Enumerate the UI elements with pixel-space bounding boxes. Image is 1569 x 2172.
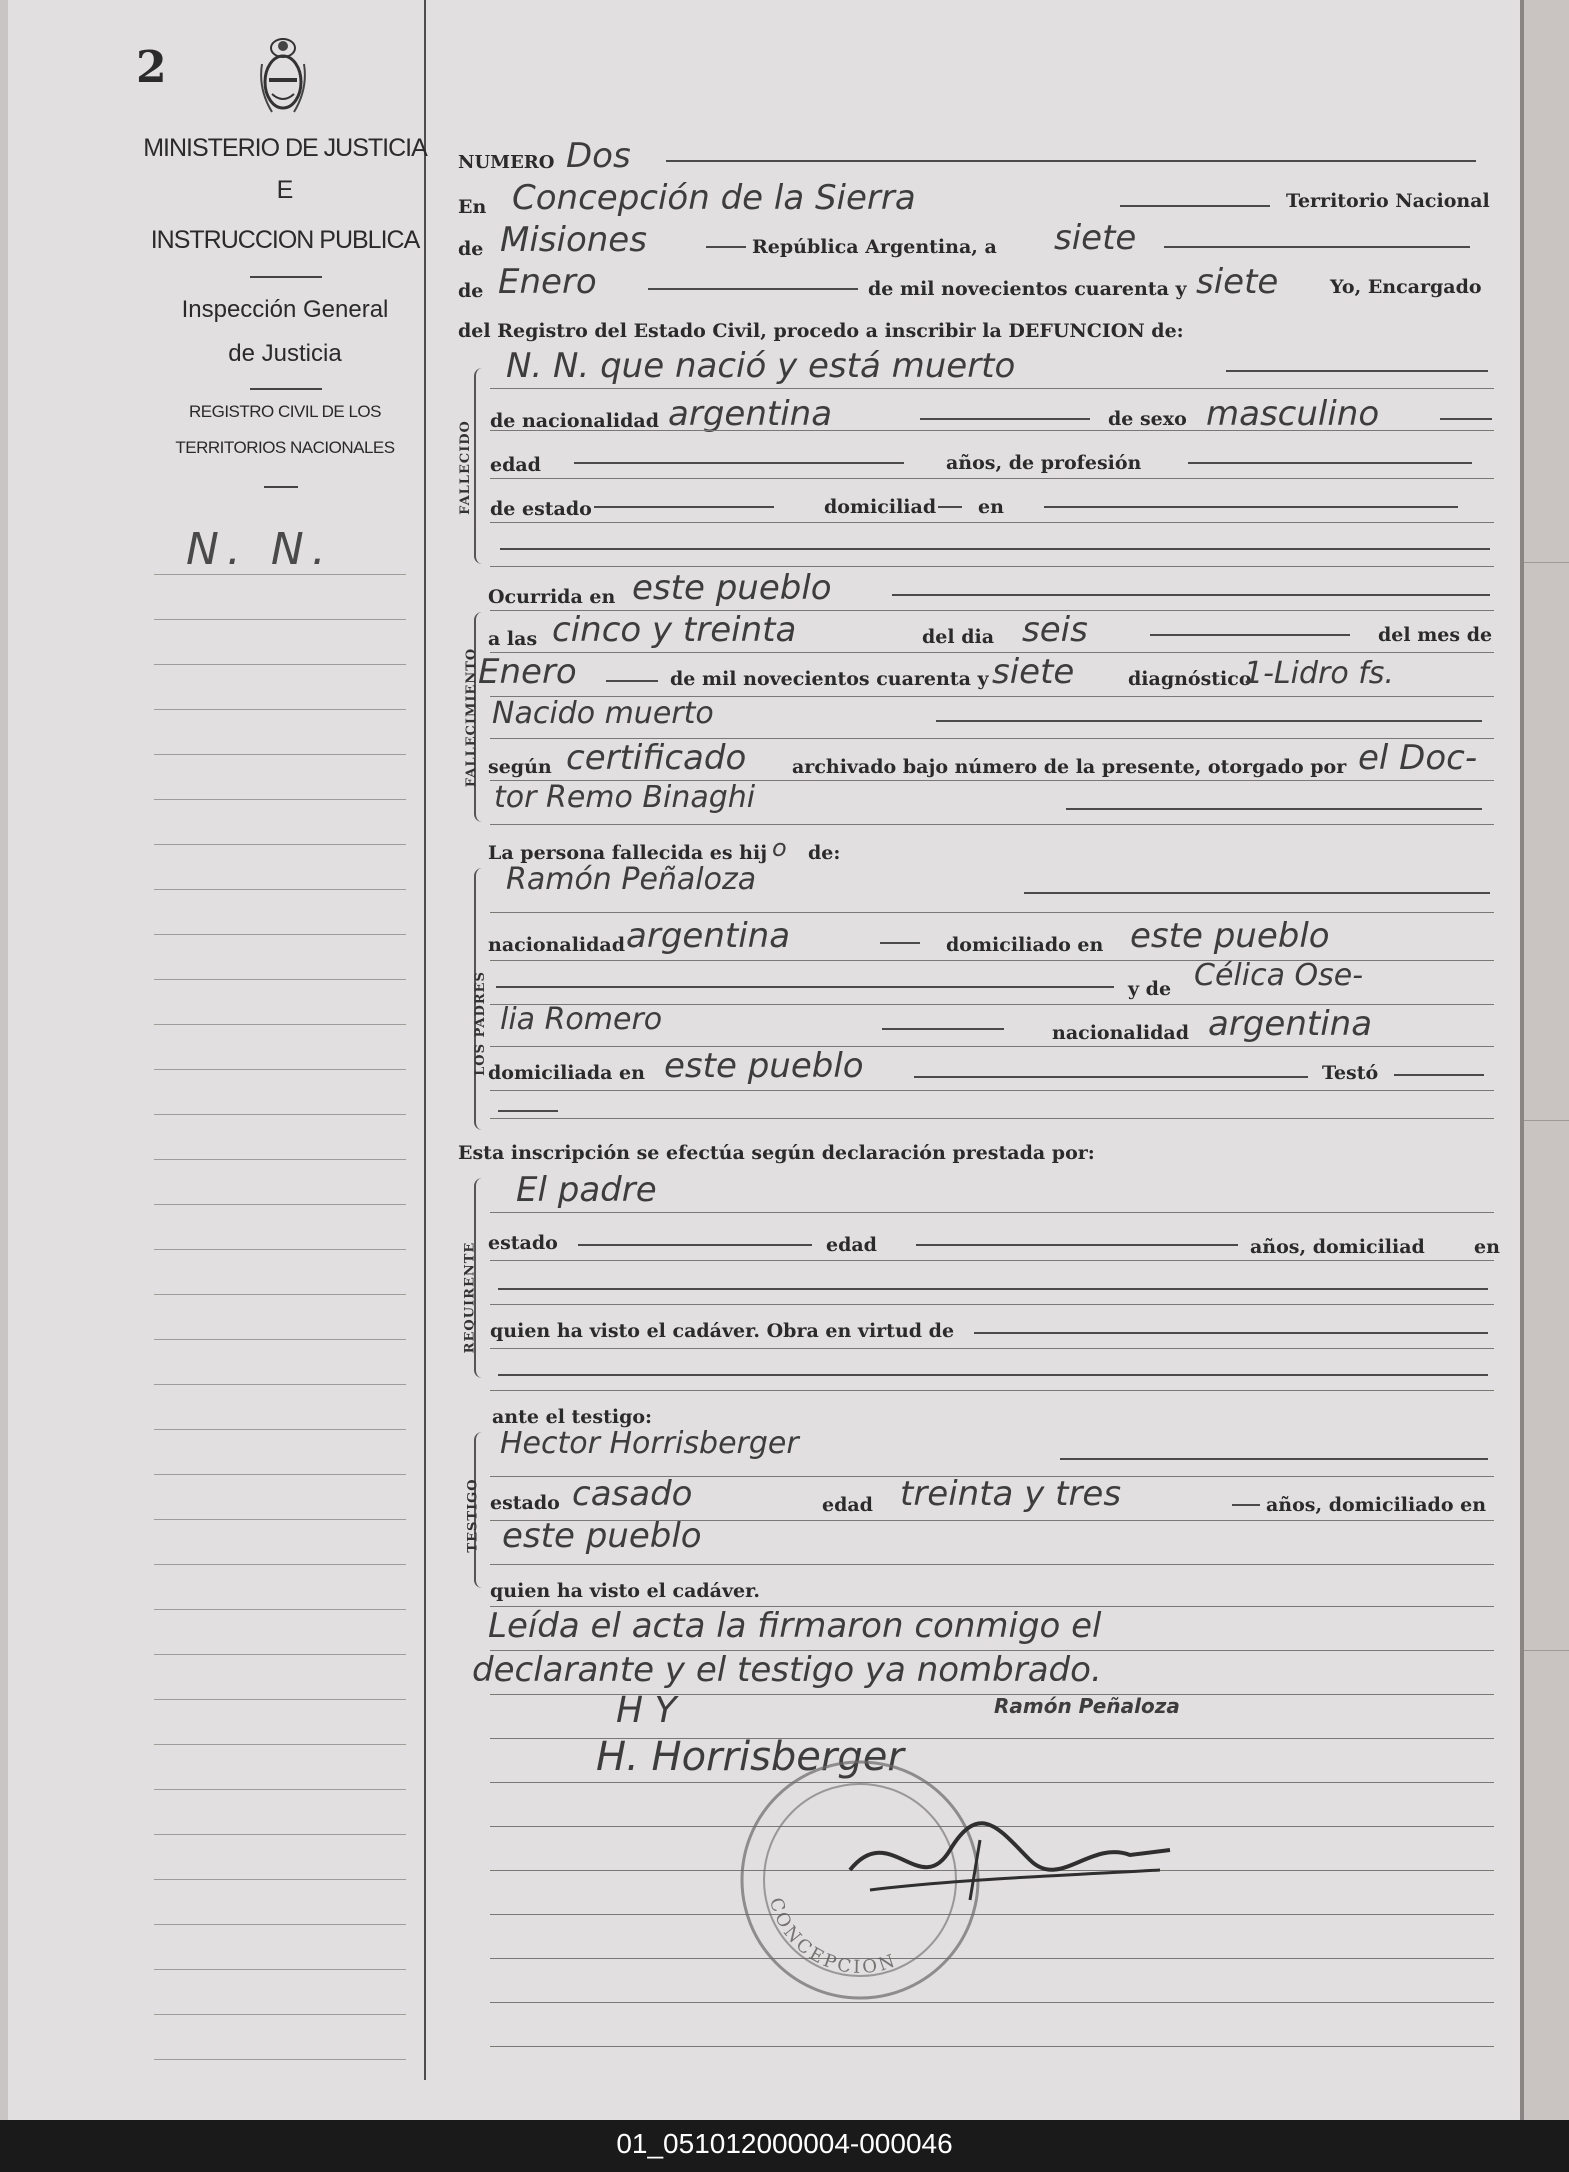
fill-line — [1060, 1458, 1488, 1460]
edge-rule — [1524, 562, 1569, 563]
fill-line — [1394, 1074, 1484, 1076]
father-name-value: Ramón Peñaloza — [506, 862, 757, 897]
month-value: Enero — [478, 652, 577, 692]
fill-line — [706, 246, 746, 248]
anos-profesion-label: años, de profesión — [946, 452, 1142, 474]
fill-line — [666, 160, 1476, 162]
scan-file-label: 01_051012000004-000046 — [616, 2128, 953, 2159]
requirente-section-label: REQUIRENTE — [462, 1241, 478, 1354]
registrar-signature — [830, 1800, 1190, 1920]
fallecimiento-section-label: FALLECIMIENTO — [464, 647, 480, 788]
segun-value: certificado — [566, 738, 747, 778]
fill-line — [498, 1288, 1488, 1290]
fill-line — [936, 720, 1482, 722]
ministry-line-1: MINISTERIO DE JUSTICIA — [143, 134, 427, 162]
otorgado-value-2: tor Remo Binaghi — [494, 780, 756, 815]
edge-rule — [1524, 1120, 1569, 1121]
inspection-line-2: de Justicia — [228, 340, 342, 367]
hour-value: cinco y treinta — [552, 610, 797, 650]
padres-section-label: LOS PADRES — [472, 971, 488, 1076]
page-number: 2 — [136, 42, 167, 93]
year-value: siete — [992, 652, 1075, 692]
fill-line — [882, 1028, 1004, 1030]
numero-label: NUMERO — [458, 152, 555, 173]
ruled-line — [490, 1564, 1494, 1565]
seal-text: CONCEPCION — [764, 1895, 901, 1979]
domiciliado-value: este pueblo — [1130, 916, 1330, 956]
registry-line-2: TERRITORIOS NACIONALES — [175, 438, 395, 457]
estado-label: estado — [490, 1492, 560, 1514]
domiciliado-label: domiciliado en — [946, 934, 1104, 956]
ocurrida-value: este pueblo — [632, 568, 832, 608]
fill-line — [594, 506, 774, 508]
fill-line — [1188, 462, 1472, 464]
territory-value: Misiones — [500, 220, 647, 260]
witness-signature: H. Horrisberger — [596, 1734, 904, 1780]
fill-line — [880, 942, 920, 944]
fill-line — [500, 548, 1490, 550]
alas-label: a las — [488, 628, 538, 650]
fill-line — [606, 680, 658, 682]
year-value: siete — [1196, 262, 1279, 302]
fill-line — [1164, 246, 1470, 248]
day-value: seis — [1022, 610, 1088, 650]
father-signature: Ramón Peñaloza — [994, 1694, 1180, 1718]
requirente-intro-label: Esta inscripción se efectúa según declaración prestada por: — [458, 1142, 1095, 1164]
ministry-line-3: INSTRUCCION PUBLICA — [150, 226, 420, 254]
en-label: en — [978, 496, 1004, 518]
closing-line-1: Leída el acta la firmaron conmigo el — [488, 1606, 1102, 1646]
sexo-label: de sexo — [1108, 408, 1187, 430]
republica-label: República Argentina, a — [752, 236, 997, 258]
estado-value: casado — [572, 1474, 693, 1514]
y-de-label: y de — [1128, 978, 1172, 1000]
fill-line — [1024, 892, 1490, 894]
ruled-line — [490, 824, 1494, 825]
archivado-label: archivado bajo número de la presente, otorgado por — [792, 756, 1347, 778]
encargado-label: Yo, Encargado — [1330, 276, 1482, 298]
registry-line-1: REGISTRO CIVIL DE LOS — [189, 402, 381, 421]
ministry-line-2: E — [276, 176, 294, 204]
ruled-line — [490, 1212, 1494, 1213]
otorgado-value: el Doc- — [1358, 738, 1478, 778]
deceased-name-value: N. N. que nació y está muerto — [506, 346, 1016, 386]
ruled-line — [490, 1090, 1494, 1091]
numero-value: Dos — [566, 136, 631, 176]
fill-line — [1044, 506, 1458, 508]
del-dia-label: del dia — [922, 626, 995, 648]
adjacent-page-edge — [1520, 0, 1569, 2120]
requirente-name-value: El padre — [516, 1170, 657, 1210]
ruled-line — [490, 1304, 1494, 1305]
section-brace — [474, 368, 482, 564]
estado-label: de estado — [490, 498, 592, 520]
fill-line — [498, 1374, 1488, 1376]
ruled-line — [490, 1958, 1494, 1959]
ruled-line — [490, 1118, 1494, 1119]
month-value: Enero — [498, 262, 597, 302]
fill-line — [1150, 634, 1350, 636]
del-mes-label: del mes de — [1378, 624, 1493, 646]
anos-domiciliado-label: años, domiciliado en — [1266, 1494, 1487, 1516]
fill-line — [578, 1244, 812, 1246]
argentine-coat-of-arms-icon — [258, 34, 308, 120]
ruled-line — [490, 912, 1494, 913]
divider — [250, 388, 322, 390]
ruled-line — [490, 566, 1494, 567]
edad-label: edad — [822, 1494, 873, 1516]
left-margin-column — [0, 0, 426, 2080]
ruled-line — [490, 1260, 1494, 1261]
fill-line — [920, 418, 1090, 420]
domicilio-value: este pueblo — [502, 1516, 702, 1556]
divider — [250, 276, 322, 278]
testo-label: Testó — [1322, 1062, 1379, 1084]
day-value: siete — [1054, 218, 1137, 258]
ruled-line — [490, 1046, 1494, 1047]
margin-ruled-lines — [154, 574, 406, 2054]
ruled-line — [490, 1390, 1494, 1391]
de-label: de: — [808, 842, 841, 864]
ruled-line — [490, 522, 1494, 523]
fill-line — [574, 462, 904, 464]
fill-line — [916, 1244, 1238, 1246]
ruled-line — [490, 1348, 1494, 1349]
cadaver-label: quien ha visto el cadáver. Obra en virtud de — [490, 1320, 955, 1342]
persona-label: La persona fallecida es hij — [488, 842, 768, 864]
year-label: de mil novecientos cuarenta y — [868, 278, 1187, 300]
fill-line — [1120, 205, 1270, 207]
hijo-suffix: o — [772, 834, 787, 862]
diagnostico-value-2: Nacido muerto — [492, 696, 714, 731]
fill-line — [1440, 418, 1492, 420]
nacionalidad-2-value: argentina — [1208, 1004, 1373, 1044]
closing-line-2: declarante y el testigo ya nombrado. — [472, 1650, 1102, 1690]
de-label: de — [458, 238, 484, 260]
ruled-line — [490, 2002, 1494, 2003]
ante-testigo-label: ante el testigo: — [492, 1406, 653, 1428]
domiciliada-value: este pueblo — [664, 1046, 864, 1086]
testigo-section-label: TESTIGO — [465, 1478, 481, 1553]
nacionalidad-value: argentina — [626, 916, 791, 956]
territorio-label: Territorio Nacional — [1286, 190, 1490, 212]
fill-line — [496, 986, 1114, 988]
edad-value: treinta y tres — [900, 1474, 1122, 1514]
edge-rule — [1524, 1650, 1569, 1651]
segun-label: según — [488, 756, 552, 778]
ruled-line — [490, 430, 1494, 431]
ruled-line — [490, 478, 1494, 479]
fill-line — [1232, 1504, 1260, 1506]
place-value: Concepción de la Sierra — [512, 178, 916, 218]
nacionalidad-label: nacionalidad — [488, 934, 626, 956]
edad-label: edad — [490, 454, 541, 476]
domiciliada-label: domiciliada en — [488, 1062, 645, 1084]
witness-name-value: Hector Horrisberger — [500, 1426, 799, 1461]
ocurrida-label: Ocurrida en — [488, 586, 616, 608]
fill-line — [1066, 808, 1482, 810]
fill-line — [648, 288, 858, 290]
fill-line — [498, 1110, 558, 1112]
fill-line — [974, 1332, 1488, 1334]
inspection-line-1: Inspección General — [181, 296, 389, 323]
nacionalidad-label: de nacionalidad — [490, 410, 660, 432]
diagnostico-label: diagnóstico — [1128, 668, 1252, 690]
estado-label: estado — [488, 1232, 558, 1254]
sexo-value: masculino — [1206, 394, 1380, 434]
ruled-line — [490, 388, 1494, 389]
de-label-2: de — [458, 280, 484, 302]
ruled-line — [490, 1782, 1494, 1783]
testigo-cadaver-label: quien ha visto el cadáver. — [490, 1580, 760, 1602]
nacionalidad-value: argentina — [668, 394, 833, 434]
ruled-line — [490, 2046, 1494, 2047]
intro-label: del Registro del Estado Civil, procedo a inscribir la DEFUNCION de: — [458, 320, 1184, 342]
en-label: En — [458, 196, 487, 218]
witness-initials: H Y — [616, 1690, 677, 1731]
mother-name-value-2: lia Romero — [500, 1002, 663, 1037]
domiciliad-label: domiciliad — [824, 496, 937, 518]
fill-line — [938, 506, 962, 508]
divider — [264, 486, 298, 488]
margin-name: N. N. — [186, 524, 334, 575]
mother-name-value-1: Célica Ose- — [1194, 958, 1364, 993]
fill-line — [1226, 370, 1488, 372]
fallecido-section-label: FALLECIDO — [457, 420, 473, 515]
en-label: en — [1474, 1236, 1500, 1258]
anos-domiciliad-label: años, domiciliad — [1250, 1236, 1425, 1258]
fill-line — [892, 594, 1490, 596]
diagnostico-value: 1-Lidro fs. — [1244, 656, 1394, 691]
year-label: de mil novecientos cuarenta y — [670, 668, 989, 690]
edad-label: edad — [826, 1234, 877, 1256]
nacionalidad-2-label: nacionalidad — [1052, 1022, 1190, 1044]
fill-line — [914, 1076, 1308, 1078]
